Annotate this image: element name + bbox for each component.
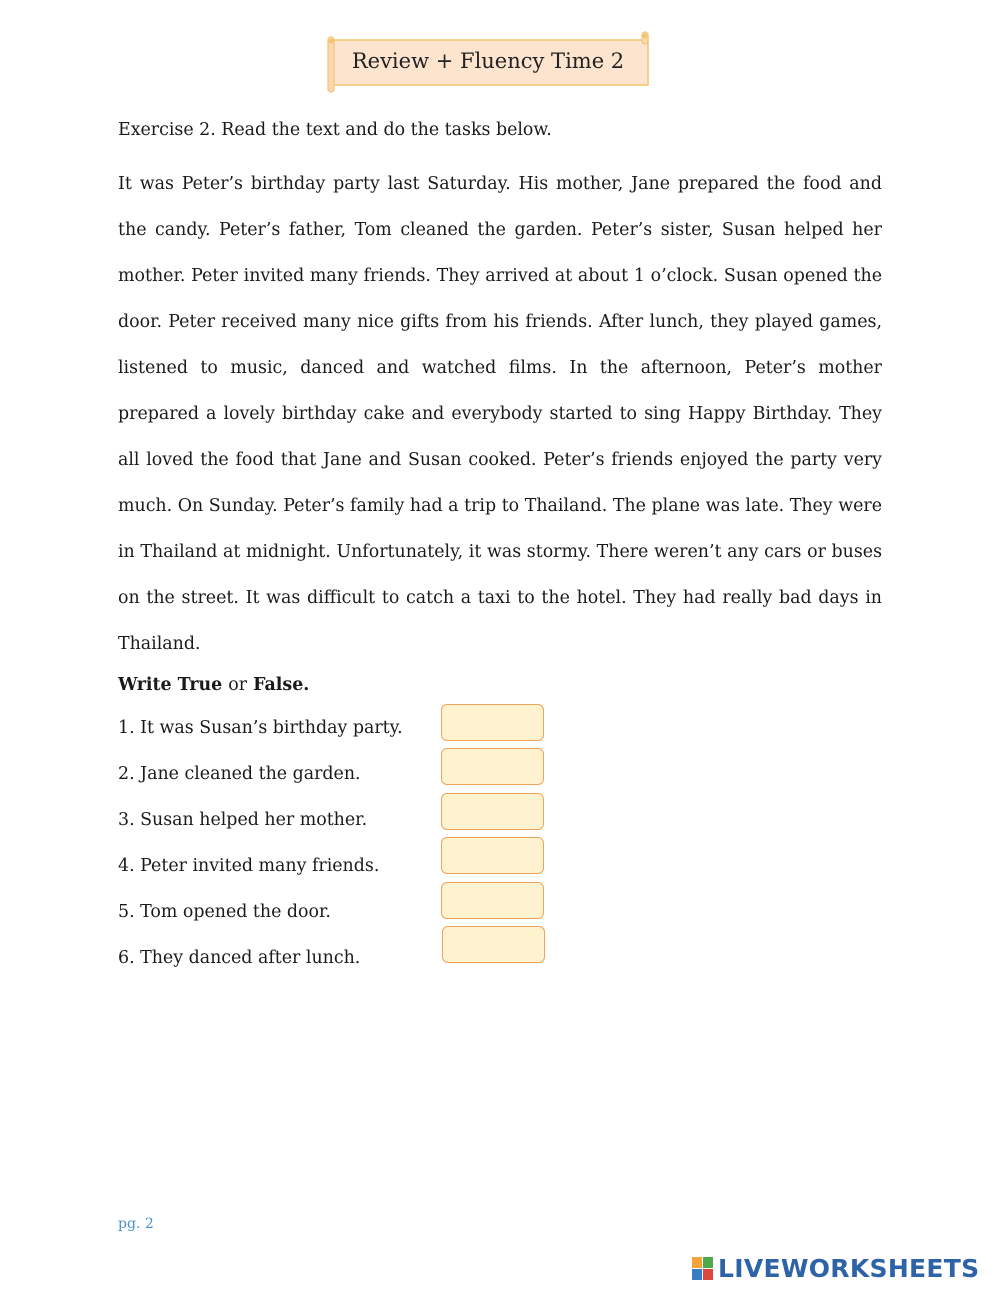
task-heading [118,673,309,697]
answer-box-6[interactable] [442,926,545,963]
task-heading-part1: Write True [118,675,229,695]
worksheet-title: Review + Fluency Time 2 [351,49,625,73]
statement-2: 2. Jane cleaned the garden. [118,764,361,784]
task-heading-part2: False. [247,675,310,695]
statement-4: 4. Peter invited many friends. [118,856,380,876]
reading-passage: It was Peter’s birthday party last Saturday. His mother, Jane prepared the food and the candy. Peter’s father, Tom cleaned the garden. Peter’s sister, Susan helped her mother. Peter invited many friends. They arrived at about 1 o’clock. Susan opened the door. Peter received many nice gifts from his friends. After lunch, they played games, listened to music, danced and watched films. In the afternoon, Peter’s mother prepared a lovely birthday cake and everybody started to sing Happy Birthday. They all loved the food that Jane and Susan cooked. Peter’s friends enjoyed the party very much. On Sunday. Peter’s family had a trip to Thailand. The plane was late. They were in Thailand at midnight. Unfortunately, it was stormy. There weren’t any cars or buses on the street. It was difficult to catch a taxi to the hotel. They had really bad days in Thailand. [118,174,882,654]
exercise-instruction: Exercise 2. Read the text and do the tasks below. [118,120,552,140]
statement-5: 5. Tom opened the door. [118,902,331,922]
liveworksheets-logo-icon [692,1257,714,1281]
answer-box-3[interactable] [441,793,544,830]
answer-box-2[interactable] [441,748,544,785]
task-heading-or: or [228,675,248,695]
statement-6: 6. They danced after lunch. [118,948,361,968]
statement-3: 3. Susan helped her mother. [118,810,368,830]
answer-box-1[interactable] [441,704,544,741]
statement-1: 1. It was Susan’s birthday party. [118,718,403,738]
brand-wordmark: LIVEWORKSHEETS [718,1254,980,1283]
liveworksheets-brand[interactable] [692,1254,979,1284]
answer-box-5[interactable] [441,882,544,919]
page-number: pg. 2 [118,1216,154,1232]
answer-box-4[interactable] [441,837,544,874]
title-banner [327,31,649,93]
